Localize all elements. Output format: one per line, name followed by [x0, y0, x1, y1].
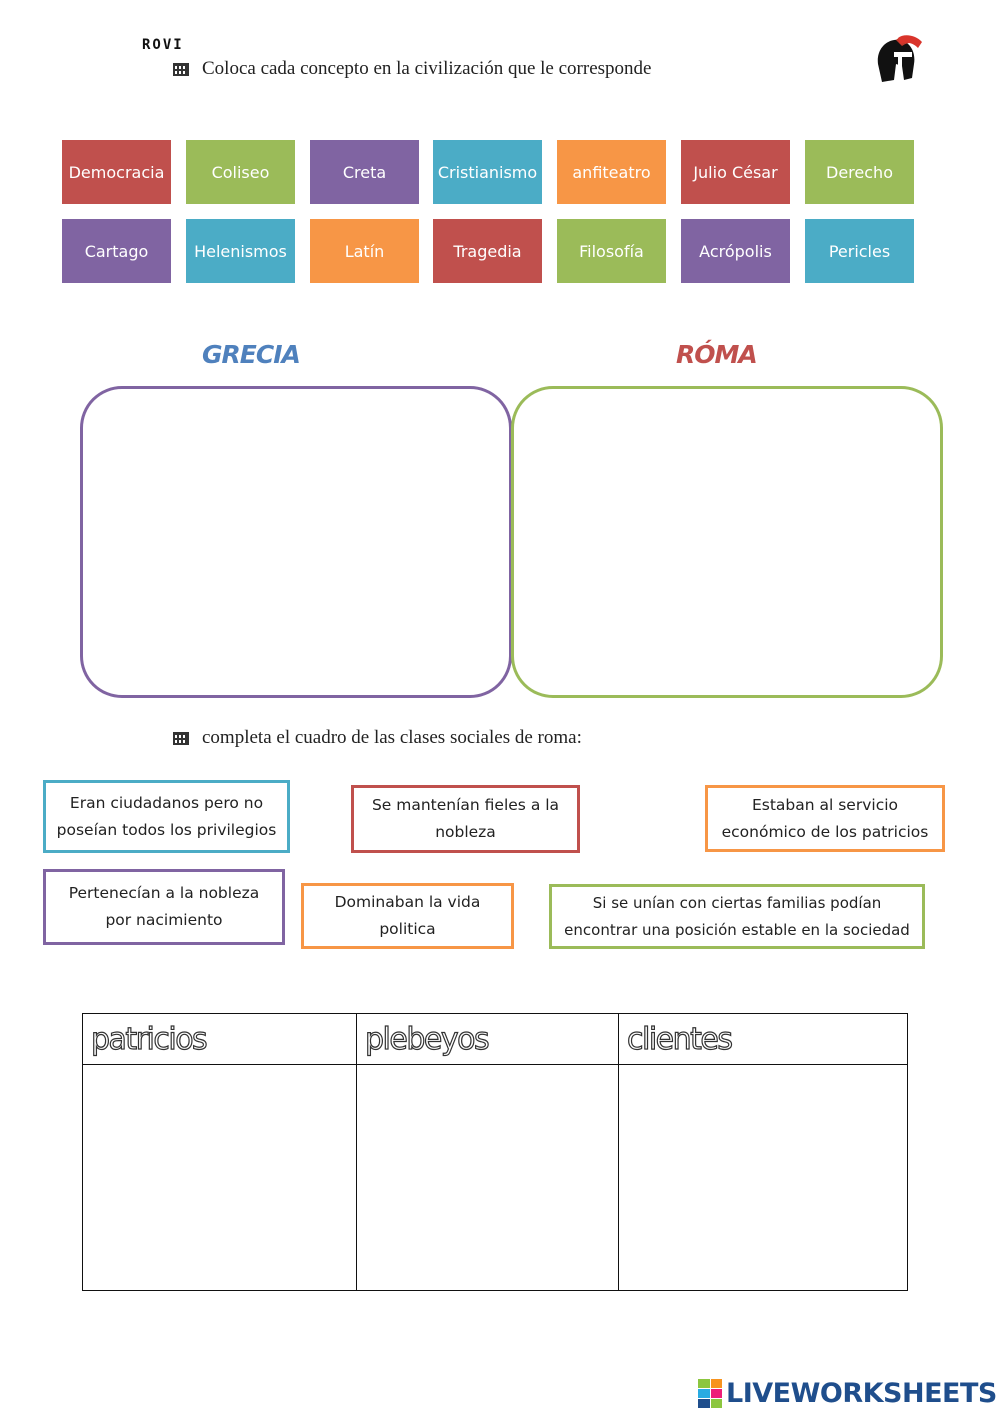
concept-tile[interactable]: Cartago	[62, 219, 171, 283]
liveworksheets-logo-icon	[698, 1379, 722, 1409]
roma-drop-zone[interactable]	[511, 386, 943, 698]
definition-card[interactable]	[301, 883, 514, 949]
brand-text: LIVEWORKSHEETS	[726, 1378, 997, 1409]
definition-card[interactable]	[43, 869, 285, 945]
grecia-drop-zone[interactable]	[80, 386, 512, 698]
concept-tile[interactable]: Derecho	[805, 140, 914, 204]
concept-tile[interactable]: Julio César	[681, 140, 790, 204]
definition-text: Dominaban la vida politica	[334, 893, 481, 938]
definition-text: Eran ciudadanos pero no poseían todos los privilegios	[56, 793, 277, 839]
concept-tile[interactable]: Acrópolis	[681, 219, 790, 283]
definition-card[interactable]	[351, 785, 580, 853]
liveworksheets-brand	[698, 1378, 997, 1409]
definition-text: Pertenecían a la nobleza por nacimiento	[68, 884, 260, 929]
definition-card[interactable]	[705, 785, 945, 852]
concept-tile[interactable]: Creta	[310, 140, 419, 204]
spartan-helmet-logo	[868, 34, 922, 86]
clientes-drop-cell[interactable]	[619, 1065, 908, 1291]
concept-tile[interactable]: Tragedia	[433, 219, 542, 283]
definition-card[interactable]	[43, 780, 290, 853]
concept-tile[interactable]: anfiteatro	[557, 140, 666, 204]
concept-tile[interactable]: Latín	[310, 219, 419, 283]
roma-heading: RÓMA	[676, 340, 757, 369]
grecia-heading: GRECIA	[202, 340, 300, 369]
table-header-plebeyos: plebeyos	[357, 1014, 619, 1065]
social-classes-table	[82, 1013, 908, 1291]
author-signature: ROVI	[142, 37, 184, 53]
concept-tile[interactable]: Coliseo	[186, 140, 295, 204]
instruction-2-text: completa el cuadro de las clases sociales de roma:	[202, 727, 582, 748]
concept-tile[interactable]: Democracia	[62, 140, 171, 204]
colosseum-bullet-icon	[172, 61, 190, 77]
instruction-2	[172, 727, 582, 749]
patricios-drop-cell[interactable]	[83, 1065, 357, 1291]
plebeyos-drop-cell[interactable]	[357, 1065, 619, 1291]
concept-tile[interactable]: Cristianismo	[433, 140, 542, 204]
table-header-clientes: clientes	[619, 1014, 908, 1065]
table-header-patricios: patricios	[83, 1014, 357, 1065]
instruction-1-text: Coloca cada concepto en la civilización que le corresponde	[202, 58, 652, 79]
concept-tile[interactable]: Filosofía	[557, 219, 666, 283]
concept-tile[interactable]: Helenismos	[186, 219, 295, 283]
definition-text: Estaban al servicio económico de los patricios	[721, 795, 929, 841]
colosseum-bullet-icon	[172, 730, 190, 746]
definition-text: Si se unían con ciertas familias podían encontrar una posición estable en la sociedad	[564, 893, 910, 939]
concept-tile[interactable]: Pericles	[805, 219, 914, 283]
instruction-1	[172, 58, 651, 80]
definition-text: Se mantenían fieles a la nobleza	[371, 796, 560, 841]
definition-card[interactable]	[549, 884, 925, 949]
